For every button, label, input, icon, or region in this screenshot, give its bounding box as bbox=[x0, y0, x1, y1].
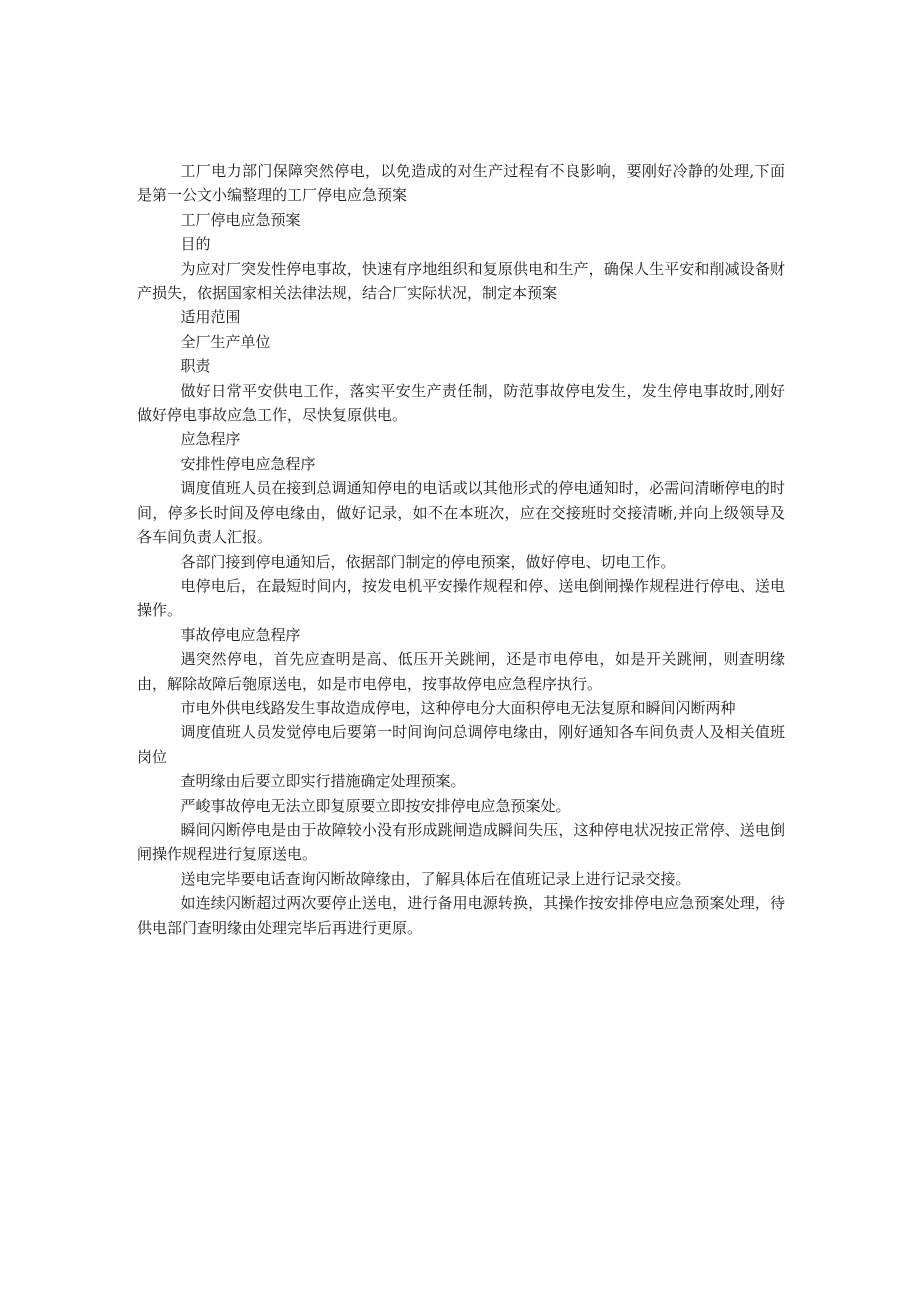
paragraph-planned-2: 各部门接到停电通知后，依据部门制定的停电预案，做好停电、切电工作。 bbox=[180, 552, 676, 571]
paragraph-duties: 做好日常平安供电工作，落实平安生产责任制，防范事故停电发生，发生停电事故时,刚好做好停电事故应急工作，尽快复原供电。 bbox=[137, 381, 785, 425]
paragraph-heading-procedure: 应急程序 bbox=[180, 430, 241, 449]
paragraph-heading-scope: 适用范围 bbox=[180, 308, 241, 327]
paragraph-planned-1: 调度值班人员在接到总调通知停电的电话或以其他形式的停电通知时，必需问清晰停电的时间，停多长时间及停电缘由，做好记录，如不在本班次，应在交接班时交接清晰,并向上级领导及各车间负责人汇报。 bbox=[137, 479, 785, 547]
paragraph-accident-1: 遇突然停电，首先应查明是高、低压开关跳闸，还是市电停电，如是开关跳闸，则查明缘由，解除故障后匏原送电，如是市电停电，按事故停电应急程序执行。 bbox=[137, 650, 785, 693]
paragraph-accident-8: 如连续闪断超过两次要停止送电，进行备用电源转换，其操作按安排停电应急预案处理，待供电部门查明缘由处理完毕后再进行更原。 bbox=[137, 894, 785, 937]
paragraph-accident-2: 市电外供电线路发生事故造成停电，这种停电分大面积停电无法复原和瞬间闪断两种 bbox=[180, 698, 736, 717]
paragraph-heading-accident-outage: 事故停电应急程序 bbox=[180, 625, 301, 644]
paragraph-scope: 全厂生产单位 bbox=[180, 332, 271, 351]
paragraph-accident-6: 瞬间闪断停电是由于故障较小没有形成跳闸造成瞬间失压，这种停电状况按正常停、送电倒闸操作规程进行复原送电。 bbox=[137, 820, 785, 864]
paragraph-heading-plan: 工厂停电应急预案 bbox=[180, 210, 301, 229]
paragraph-accident-5: 严峻事故停电无法立即复原要立即按安排停电应急预案处。 bbox=[180, 796, 571, 815]
paragraph-heading-duties: 职责 bbox=[180, 357, 211, 376]
paragraph-heading-planned-outage: 安排性停电应急程序 bbox=[180, 454, 316, 473]
paragraph-accident-3: 调度值班人员发觉停电后要第一时间询问总调停电缘由，刚好通知各车间负责人及相关值班岗位 bbox=[137, 723, 785, 766]
paragraph-accident-4: 查明缘由后要立即实行措施确定处理预案。 bbox=[180, 772, 466, 791]
paragraph-intro: 工厂电力部门保障突然停电，以免造成的对生产过程有不良影响，要刚好冷静的处理,下面是第一公文小编整理的工厂停电应急预案 bbox=[137, 162, 785, 205]
paragraph-heading-purpose: 目的 bbox=[180, 235, 211, 254]
paragraph-purpose: 为应对厂突发性停电事故，快速有序地组织和复原供电和生产，确保人生平安和削减设备财产损失，依据国家相关法律法规，结合厂实际状况，制定本预案 bbox=[137, 259, 785, 303]
paragraph-planned-3: 电停电后，在最短时间内，按发电机平安操作规程和停、送电倒闸操作规程进行停电、送电操作。 bbox=[137, 576, 785, 620]
document-body bbox=[137, 159, 785, 940]
paragraph-accident-7: 送电完毕要电话查询闪断故障缘由，了解具体后在值班记录上进行记录交接。 bbox=[180, 869, 691, 888]
